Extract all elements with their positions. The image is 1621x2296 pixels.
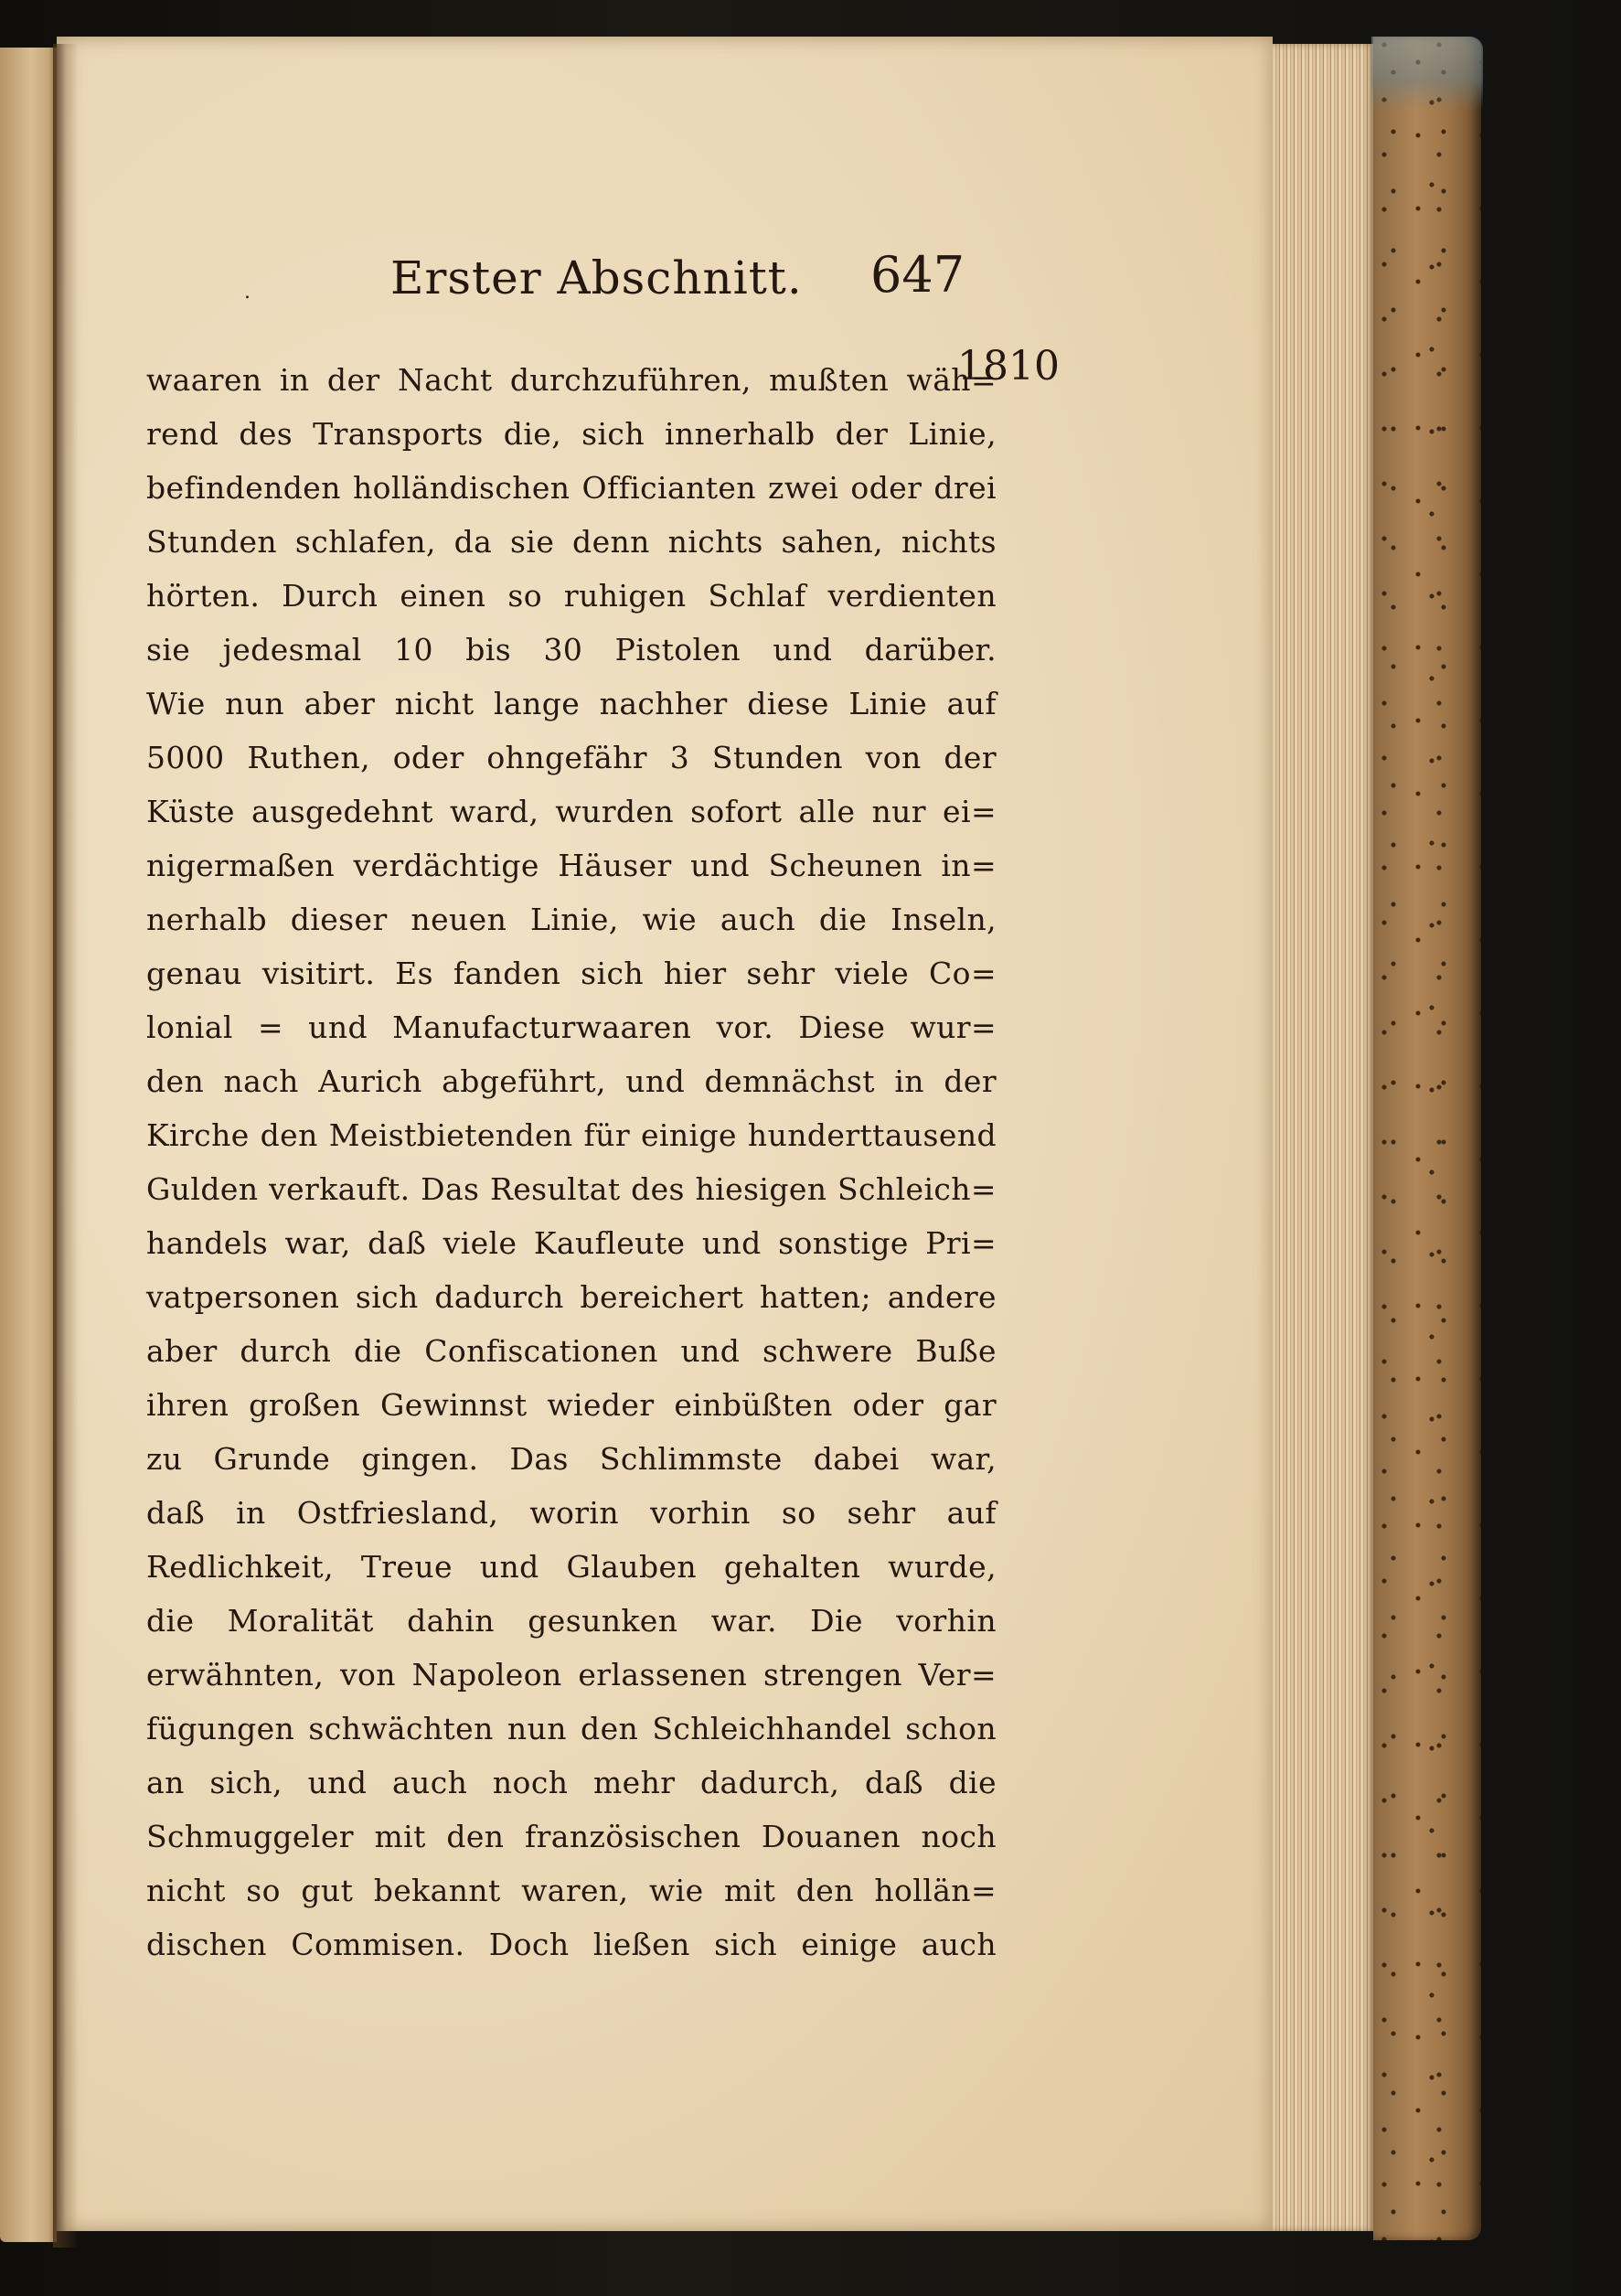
text-line: Stunden schlafen, da sie denn nichts sahen, nichts bbox=[146, 524, 997, 560]
text-line: Kirche den Meistbietenden für einige hunderttausend bbox=[146, 1117, 997, 1153]
text-line: zu Grunde gingen. Das Schlimmste dabei war, bbox=[146, 1441, 997, 1477]
text-line: 5000 Ruthen, oder ohngefähr 3 Stunden von der bbox=[146, 740, 997, 775]
text-line: Redlichkeit, Treue und Glauben gehalten wurde, bbox=[146, 1549, 997, 1585]
book-cover-edge bbox=[1373, 37, 1481, 2240]
body-text bbox=[146, 353, 997, 1971]
text-line: vatpersonen sich dadurch bereichert hatten; andere bbox=[146, 1279, 997, 1315]
text-line: die Moralität dahin gesunken war. Die vorhin bbox=[146, 1603, 997, 1639]
text-line: fügungen schwächten nun den Schleichhandel schon bbox=[146, 1711, 997, 1746]
text-line: rend des Transports die, sich innerhalb der Linie, bbox=[146, 416, 997, 452]
text-line: den nach Aurich abgeführt, und demnächst in der bbox=[146, 1063, 997, 1099]
page-number: 647 bbox=[870, 246, 965, 304]
text-line: Küste ausgedehnt ward, wurden sofort alle nur ei= bbox=[146, 794, 997, 829]
text-line: nerhalb dieser neuen Linie, wie auch die Inseln, bbox=[146, 902, 997, 937]
cover-corner bbox=[1371, 37, 1483, 110]
text-line: ihren großen Gewinnst wieder einbüßten oder gar bbox=[146, 1387, 997, 1423]
text-line: lonial = und Manufacturwaaren vor. Diese wur= bbox=[146, 1009, 997, 1045]
text-line: handels war, daß viele Kaufleute und sonstige Pri= bbox=[146, 1225, 997, 1261]
text-line: genau visitirt. Es fanden sich hier sehr viele Co= bbox=[146, 956, 997, 991]
text-line: Schmuggeler mit den französischen Douanen noch bbox=[146, 1819, 997, 1854]
text-line: daß in Ostfriesland, worin vorhin so sehr auf bbox=[146, 1495, 997, 1531]
text-line: nigermaßen verdächtige Häuser und Scheunen in= bbox=[146, 848, 997, 883]
text-line: an sich, und auch noch mehr dadurch, daß die bbox=[146, 1765, 997, 1800]
page-header bbox=[230, 246, 965, 325]
text-line: waaren in der Nacht durchzuführen, mußten wäh= bbox=[146, 362, 997, 398]
text-line: Gulden verkauft. Das Resultat des hiesigen Schleich= bbox=[146, 1171, 997, 1207]
book-page bbox=[57, 37, 1273, 2231]
stacked-page-edges bbox=[1273, 44, 1373, 2231]
text-line: Wie nun aber nicht lange nachher diese Linie auf bbox=[146, 686, 997, 721]
text-line: befindenden holländischen Officianten zwei oder drei bbox=[146, 470, 997, 506]
text-line: dischen Commisen. Doch ließen sich einige auch bbox=[146, 1927, 997, 1962]
running-title: Erster Abschnitt. bbox=[390, 251, 803, 304]
text-line: aber durch die Confiscationen und schwere Buße bbox=[146, 1333, 997, 1369]
text-line: hörten. Durch einen so ruhigen Schlaf verdienten bbox=[146, 578, 997, 614]
previous-page-edge bbox=[0, 48, 57, 2242]
text-line: sie jedesmal 10 bis 30 Pistolen und darüber. bbox=[146, 632, 997, 667]
text-line: nicht so gut bekannt waren, wie mit den hollän= bbox=[146, 1873, 997, 1908]
margin-year-note: 1810 bbox=[957, 343, 1060, 390]
gutter-shadow bbox=[53, 44, 79, 2248]
text-line: erwähnten, von Napoleon erlassenen strengen Ver= bbox=[146, 1657, 997, 1693]
header-dot: . bbox=[244, 281, 251, 304]
